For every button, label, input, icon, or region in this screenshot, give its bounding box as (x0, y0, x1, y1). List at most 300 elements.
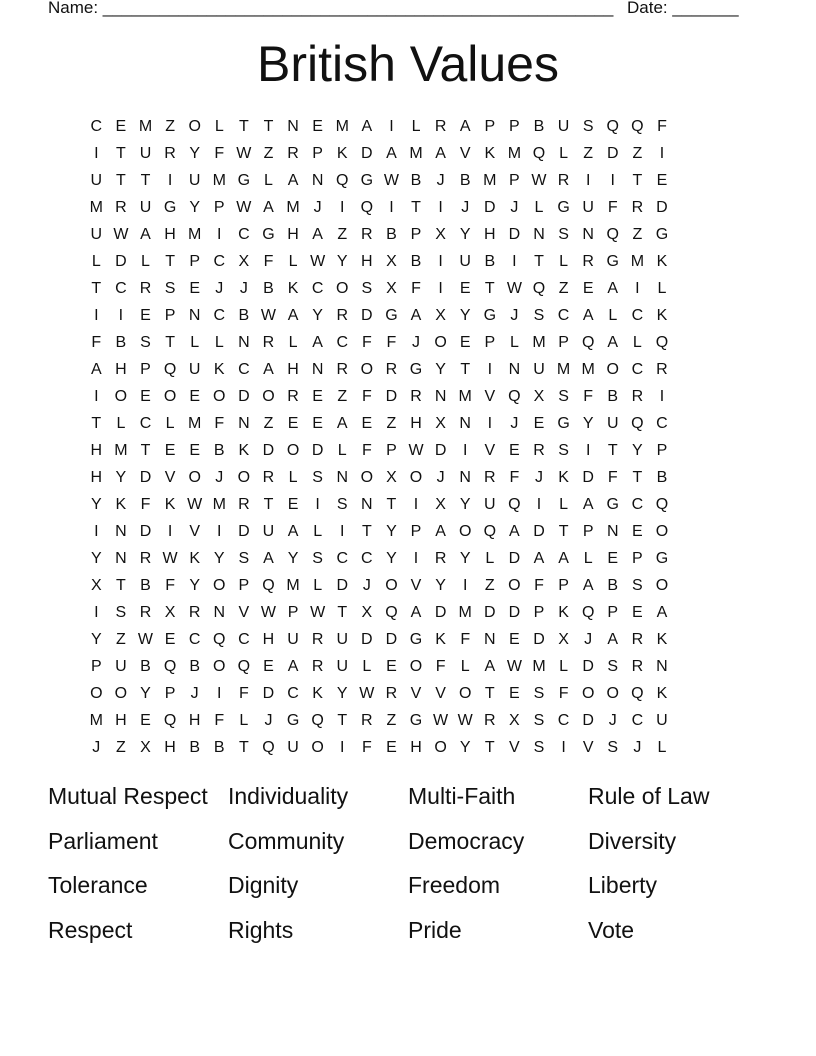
grid-letter[interactable]: S (312, 469, 323, 486)
grid-letter[interactable]: G (655, 226, 669, 243)
grid-letter[interactable]: O (237, 469, 251, 486)
grid-letter[interactable]: L (337, 442, 347, 459)
grid-letter[interactable]: C (631, 712, 644, 729)
grid-letter[interactable]: L (657, 280, 667, 297)
grid-letter[interactable]: A (435, 523, 446, 540)
name-field[interactable]: Name: ______________________________________________________ (48, 0, 614, 17)
grid-letter[interactable]: A (90, 361, 102, 378)
grid-letter[interactable]: N (213, 604, 226, 621)
grid-letter[interactable]: F (460, 631, 471, 648)
grid-letter[interactable]: L (313, 577, 323, 594)
grid-letter[interactable]: C (557, 307, 570, 324)
grid-letter[interactable]: X (509, 712, 520, 729)
grid-letter[interactable]: I (340, 523, 345, 540)
grid-letter[interactable]: A (263, 199, 274, 216)
grid-letter[interactable]: Q (163, 361, 177, 378)
grid-letter[interactable]: A (263, 361, 274, 378)
grid-letter[interactable]: M (507, 145, 522, 162)
grid-letter[interactable]: I (94, 307, 99, 324)
grid-letter[interactable]: R (361, 712, 373, 729)
grid-letter[interactable]: R (484, 469, 496, 486)
grid-letter[interactable]: E (312, 415, 323, 432)
grid-letter[interactable]: I (94, 523, 99, 540)
grid-letter[interactable]: U (139, 145, 152, 162)
grid-letter[interactable]: G (557, 199, 570, 216)
grid-letter[interactable]: B (656, 469, 668, 486)
grid-letter[interactable]: I (462, 442, 468, 459)
grid-letter[interactable]: E (459, 334, 471, 351)
grid-letter[interactable]: G (483, 307, 497, 324)
grid-letter[interactable]: N (606, 523, 619, 540)
grid-letter[interactable]: K (164, 496, 176, 513)
grid-letter[interactable]: D (262, 685, 275, 702)
grid-letter[interactable]: E (115, 118, 127, 135)
grid-letter[interactable]: P (410, 523, 422, 540)
grid-letter[interactable]: O (213, 577, 226, 594)
grid-letter[interactable]: E (632, 604, 643, 621)
grid-letter[interactable]: T (484, 739, 495, 756)
grid-letter[interactable]: U (287, 739, 299, 756)
grid-letter[interactable]: L (559, 145, 569, 162)
grid-letter[interactable]: A (582, 577, 594, 594)
grid-letter[interactable]: S (607, 658, 619, 675)
grid-letter[interactable]: C (238, 631, 250, 648)
grid-letter[interactable]: J (510, 199, 519, 216)
grid-letter[interactable]: A (361, 118, 373, 135)
grid-letter[interactable]: P (238, 577, 250, 594)
grid-letter[interactable]: F (509, 469, 520, 486)
grid-letter[interactable]: Y (582, 415, 594, 432)
grid-letter[interactable]: I (635, 280, 640, 297)
grid-letter[interactable]: I (585, 172, 591, 189)
grid-letter[interactable]: W (359, 685, 375, 702)
grid-letter[interactable]: L (583, 550, 593, 567)
grid-letter[interactable]: C (287, 685, 299, 702)
grid-letter[interactable]: Q (532, 280, 546, 297)
grid-letter[interactable]: R (557, 172, 570, 189)
grid-letter[interactable]: O (114, 685, 128, 702)
grid-letter[interactable]: Y (459, 307, 471, 324)
grid-letter[interactable]: S (238, 550, 250, 567)
grid-letter[interactable]: M (114, 442, 128, 459)
grid-letter[interactable]: E (509, 442, 520, 459)
grid-letter[interactable]: Q (163, 658, 177, 675)
grid-letter[interactable]: S (115, 604, 127, 621)
grid-letter[interactable]: A (263, 550, 274, 567)
grid-letter[interactable]: D (533, 631, 545, 648)
grid-letter[interactable]: N (434, 388, 447, 405)
grid-letter[interactable]: S (533, 712, 545, 729)
grid-letter[interactable]: N (656, 658, 668, 675)
grid-letter[interactable]: A (140, 226, 151, 243)
grid-letter[interactable]: D (582, 658, 594, 675)
grid-letter[interactable]: Y (189, 145, 200, 162)
grid-letter[interactable]: T (411, 199, 421, 216)
grid-letter[interactable]: U (262, 523, 275, 540)
grid-letter[interactable]: S (558, 442, 569, 459)
grid-letter[interactable]: A (459, 118, 471, 135)
grid-letter[interactable]: J (215, 469, 224, 486)
grid-letter[interactable]: I (438, 253, 443, 270)
grid-letter[interactable]: U (287, 631, 299, 648)
grid-letter[interactable]: R (434, 550, 447, 567)
grid-letter[interactable]: D (508, 550, 521, 567)
grid-letter[interactable]: L (362, 658, 372, 675)
grid-letter[interactable]: I (536, 496, 542, 513)
grid-letter[interactable]: N (336, 469, 349, 486)
grid-letter[interactable]: D (238, 388, 250, 405)
grid-letter[interactable]: Z (116, 739, 126, 756)
grid-letter[interactable]: O (213, 658, 226, 675)
grid-letter[interactable]: R (164, 145, 176, 162)
grid-letter[interactable]: D (484, 604, 496, 621)
grid-letter[interactable]: Y (632, 442, 643, 459)
grid-letter[interactable]: O (90, 685, 103, 702)
grid-letter[interactable]: F (263, 253, 274, 270)
grid-letter[interactable]: X (164, 604, 176, 621)
grid-letter[interactable]: L (214, 118, 224, 135)
grid-letter[interactable]: J (412, 334, 421, 351)
grid-letter[interactable]: G (385, 307, 398, 324)
grid-letter[interactable]: K (287, 280, 299, 297)
grid-letter[interactable]: N (508, 361, 521, 378)
grid-letter[interactable]: K (238, 442, 250, 459)
grid-letter[interactable]: P (558, 334, 569, 351)
grid-letter[interactable]: R (631, 388, 644, 405)
grid-letter[interactable]: Q (655, 334, 669, 351)
grid-letter[interactable]: Z (386, 712, 397, 729)
grid-letter[interactable]: O (262, 388, 275, 405)
grid-letter[interactable]: F (361, 739, 372, 756)
grid-letter[interactable]: N (484, 631, 496, 648)
grid-letter[interactable]: B (607, 577, 619, 594)
grid-letter[interactable]: L (460, 658, 470, 675)
grid-letter[interactable]: F (214, 145, 225, 162)
grid-letter[interactable]: R (287, 388, 299, 405)
grid-letter[interactable]: W (236, 199, 252, 216)
grid-letter[interactable]: Q (606, 118, 619, 135)
grid-letter[interactable]: I (487, 361, 493, 378)
grid-letter[interactable]: R (139, 550, 152, 567)
grid-letter[interactable]: I (512, 253, 517, 270)
grid-letter[interactable]: R (631, 199, 644, 216)
grid-letter[interactable]: R (582, 253, 594, 270)
grid-letter[interactable]: S (533, 685, 545, 702)
grid-letter[interactable]: Q (483, 523, 497, 540)
grid-letter[interactable]: V (582, 739, 594, 756)
grid-letter[interactable]: Y (435, 361, 446, 378)
grid-letter[interactable]: U (90, 226, 103, 243)
grid-letter[interactable]: D (582, 469, 594, 486)
grid-letter[interactable]: V (509, 739, 520, 756)
grid-letter[interactable]: Z (263, 415, 274, 432)
grid-letter[interactable]: R (115, 199, 127, 216)
grid-letter[interactable]: E (509, 685, 520, 702)
grid-letter[interactable]: Q (631, 415, 644, 432)
grid-letter[interactable]: O (434, 334, 447, 351)
grid-letter[interactable]: B (140, 658, 151, 675)
grid-letter[interactable]: I (561, 739, 566, 756)
grid-letter[interactable]: M (556, 361, 571, 378)
grid-letter[interactable]: P (509, 118, 520, 135)
grid-letter[interactable]: X (558, 631, 569, 648)
grid-letter[interactable]: Y (287, 550, 299, 567)
grid-letter[interactable]: I (438, 280, 443, 297)
grid-letter[interactable]: C (557, 712, 570, 729)
grid-letter[interactable]: I (487, 415, 493, 432)
date-field[interactable]: Date: _______ (627, 0, 739, 17)
grid-letter[interactable]: F (361, 388, 372, 405)
grid-letter[interactable]: F (386, 334, 397, 351)
grid-letter[interactable]: Q (606, 226, 619, 243)
grid-letter[interactable]: J (584, 631, 593, 648)
grid-letter[interactable]: D (582, 712, 594, 729)
grid-letter[interactable]: H (287, 361, 299, 378)
grid-letter[interactable]: R (238, 496, 250, 513)
grid-letter[interactable]: D (139, 469, 152, 486)
grid-letter[interactable]: C (188, 631, 201, 648)
grid-letter[interactable]: D (238, 523, 250, 540)
grid-letter[interactable]: P (164, 307, 176, 324)
grid-letter[interactable]: E (386, 658, 397, 675)
grid-letter[interactable]: X (90, 577, 102, 594)
grid-letter[interactable]: E (287, 415, 299, 432)
grid-letter[interactable]: F (361, 334, 372, 351)
grid-letter[interactable]: X (386, 469, 397, 486)
grid-letter[interactable]: L (559, 253, 569, 270)
grid-letter[interactable]: D (115, 253, 127, 270)
grid-letter[interactable]: Z (116, 631, 126, 648)
grid-letter[interactable]: U (459, 253, 471, 270)
grid-letter[interactable]: Q (262, 739, 275, 756)
grid-letter[interactable]: L (485, 550, 495, 567)
grid-letter[interactable]: E (386, 739, 397, 756)
grid-letter[interactable]: E (287, 496, 299, 513)
grid-letter[interactable]: R (533, 442, 545, 459)
grid-letter[interactable]: Y (140, 685, 151, 702)
grid-letter[interactable]: D (533, 523, 545, 540)
grid-letter[interactable]: H (115, 712, 127, 729)
grid-letter[interactable]: W (506, 658, 522, 675)
grid-letter[interactable]: Q (213, 631, 226, 648)
grid-letter[interactable]: A (410, 604, 422, 621)
grid-letter[interactable]: K (213, 361, 225, 378)
grid-letter[interactable]: R (385, 361, 398, 378)
grid-letter[interactable]: J (608, 712, 617, 729)
grid-letter[interactable]: O (581, 685, 595, 702)
grid-letter[interactable]: L (165, 415, 175, 432)
grid-letter[interactable]: B (410, 253, 422, 270)
grid-letter[interactable]: T (484, 685, 495, 702)
grid-letter[interactable]: P (386, 442, 397, 459)
grid-letter[interactable]: J (436, 172, 445, 189)
grid-letter[interactable]: Q (262, 577, 275, 594)
grid-letter[interactable]: W (383, 172, 399, 189)
grid-letter[interactable]: D (361, 631, 373, 648)
grid-letter[interactable]: E (509, 631, 520, 648)
grid-letter[interactable]: Y (336, 253, 348, 270)
grid-letter[interactable]: T (263, 118, 274, 135)
grid-letter[interactable]: J (510, 415, 519, 432)
grid-letter[interactable]: A (410, 307, 422, 324)
grid-letter[interactable]: S (558, 388, 569, 405)
grid-letter[interactable]: E (140, 388, 151, 405)
grid-letter[interactable]: A (582, 496, 594, 513)
grid-letter[interactable]: O (286, 442, 300, 459)
grid-letter[interactable]: B (386, 226, 397, 243)
grid-letter[interactable]: R (361, 226, 373, 243)
grid-letter[interactable]: W (506, 280, 522, 297)
grid-letter[interactable]: X (435, 415, 446, 432)
grid-letter[interactable]: D (508, 604, 521, 621)
grid-letter[interactable]: Q (385, 604, 398, 621)
grid-letter[interactable]: Y (312, 307, 323, 324)
grid-letter[interactable]: T (91, 280, 102, 297)
grid-letter[interactable]: C (213, 307, 226, 324)
grid-letter[interactable]: E (632, 523, 643, 540)
grid-letter[interactable]: I (94, 604, 99, 621)
grid-letter[interactable]: C (115, 280, 127, 297)
grid-letter[interactable]: Z (386, 415, 397, 432)
grid-letter[interactable]: C (213, 253, 226, 270)
grid-letter[interactable]: T (116, 577, 126, 594)
grid-letter[interactable]: M (335, 118, 349, 135)
grid-letter[interactable]: X (435, 226, 446, 243)
grid-letter[interactable]: T (116, 172, 126, 189)
grid-letter[interactable]: X (435, 496, 446, 513)
grid-letter[interactable]: M (188, 226, 202, 243)
grid-letter[interactable]: D (434, 604, 447, 621)
grid-letter[interactable]: M (458, 388, 472, 405)
grid-letter[interactable]: L (116, 415, 126, 432)
grid-letter[interactable]: R (631, 658, 644, 675)
grid-letter[interactable]: T (632, 469, 643, 486)
grid-letter[interactable]: S (361, 280, 373, 297)
grid-letter[interactable]: R (484, 712, 496, 729)
grid-letter[interactable]: U (90, 172, 103, 189)
grid-letter[interactable]: U (188, 172, 201, 189)
grid-letter[interactable]: T (460, 361, 471, 378)
grid-letter[interactable]: O (360, 361, 374, 378)
grid-letter[interactable]: B (189, 658, 200, 675)
grid-letter[interactable]: E (164, 631, 176, 648)
grid-letter[interactable]: C (631, 361, 644, 378)
grid-letter[interactable]: O (188, 118, 201, 135)
grid-letter[interactable]: X (361, 604, 373, 621)
grid-letter[interactable]: R (434, 118, 447, 135)
grid-letter[interactable]: C (631, 307, 644, 324)
grid-letter[interactable]: K (558, 604, 569, 621)
grid-letter[interactable]: O (163, 388, 177, 405)
grid-letter[interactable]: P (632, 550, 643, 567)
grid-letter[interactable]: O (434, 739, 447, 756)
grid-letter[interactable]: Y (189, 577, 200, 594)
grid-letter[interactable]: I (438, 199, 443, 216)
grid-letter[interactable]: F (214, 415, 225, 432)
grid-letter[interactable]: I (389, 118, 394, 135)
grid-letter[interactable]: F (91, 334, 102, 351)
grid-letter[interactable]: M (89, 199, 103, 216)
grid-letter[interactable]: N (238, 415, 250, 432)
grid-letter[interactable]: W (137, 631, 154, 648)
grid-letter[interactable]: J (92, 739, 101, 756)
grid-letter[interactable]: P (189, 253, 200, 270)
grid-letter[interactable]: K (189, 550, 200, 567)
grid-letter[interactable]: A (287, 307, 299, 324)
grid-letter[interactable]: B (459, 172, 471, 189)
grid-letter[interactable]: S (140, 334, 151, 351)
grid-letter[interactable]: W (408, 442, 424, 459)
grid-letter[interactable]: D (139, 523, 152, 540)
grid-letter[interactable]: O (655, 523, 669, 540)
grid-letter[interactable]: I (659, 388, 665, 405)
grid-letter[interactable]: I (413, 496, 419, 513)
grid-letter[interactable]: E (361, 415, 373, 432)
grid-letter[interactable]: B (263, 280, 274, 297)
grid-letter[interactable]: F (238, 685, 249, 702)
grid-letter[interactable]: E (312, 388, 323, 405)
grid-letter[interactable]: N (311, 172, 324, 189)
grid-letter[interactable]: I (118, 307, 124, 324)
grid-letter[interactable]: Y (459, 226, 471, 243)
grid-letter[interactable]: V (459, 145, 471, 162)
grid-letter[interactable]: J (215, 280, 224, 297)
grid-letter[interactable]: K (435, 631, 446, 648)
grid-letter[interactable]: F (558, 685, 569, 702)
grid-letter[interactable]: T (484, 280, 495, 297)
grid-letter[interactable]: N (311, 361, 324, 378)
grid-letter[interactable]: D (484, 199, 496, 216)
grid-letter[interactable]: T (361, 523, 372, 540)
grid-letter[interactable]: N (582, 226, 594, 243)
grid-letter[interactable]: A (386, 145, 397, 162)
grid-letter[interactable]: Y (459, 496, 471, 513)
grid-letter[interactable]: T (165, 334, 175, 351)
grid-letter[interactable]: H (287, 226, 299, 243)
grid-letter[interactable]: E (656, 172, 668, 189)
grid-letter[interactable]: R (336, 307, 349, 324)
grid-letter[interactable]: I (217, 685, 222, 702)
grid-letter[interactable]: Y (386, 550, 397, 567)
grid-letter[interactable]: I (217, 226, 222, 243)
grid-letter[interactable]: P (164, 685, 176, 702)
grid-letter[interactable]: R (139, 280, 152, 297)
grid-letter[interactable]: H (484, 226, 496, 243)
grid-letter[interactable]: P (509, 172, 520, 189)
grid-letter[interactable]: T (140, 442, 151, 459)
grid-letter[interactable]: N (459, 469, 471, 486)
grid-letter[interactable]: P (213, 199, 225, 216)
grid-letter[interactable]: F (583, 388, 594, 405)
grid-letter[interactable]: E (189, 388, 200, 405)
grid-letter[interactable]: W (260, 604, 276, 621)
grid-letter[interactable]: Q (360, 199, 374, 216)
grid-letter[interactable]: J (313, 199, 322, 216)
grid-letter[interactable]: L (411, 118, 421, 135)
grid-letter[interactable]: K (312, 685, 323, 702)
grid-letter[interactable]: V (238, 604, 250, 621)
grid-letter[interactable]: O (360, 469, 374, 486)
grid-letter[interactable]: M (581, 361, 595, 378)
grid-letter[interactable]: T (386, 496, 397, 513)
grid-letter[interactable]: D (361, 307, 373, 324)
grid-letter[interactable]: X (386, 253, 397, 270)
grid-letter[interactable]: D (385, 388, 398, 405)
grid-letter[interactable]: D (508, 226, 521, 243)
grid-letter[interactable]: B (607, 388, 619, 405)
grid-letter[interactable]: O (458, 685, 472, 702)
grid-letter[interactable]: Z (583, 145, 594, 162)
